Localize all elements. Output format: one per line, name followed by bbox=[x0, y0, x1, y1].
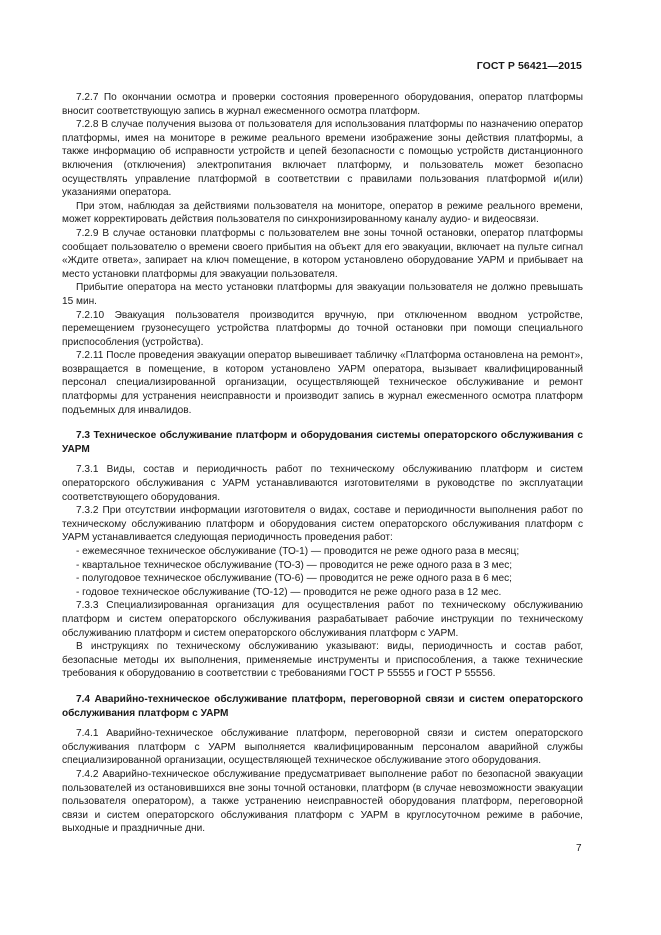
document-body bbox=[62, 91, 583, 836]
paragraph-7-2-9: 7.2.9 В случае остановки платформы с пользователем вне зоны точной остановки, оператор платформы сообщает пользователю о времени своего прибытия на объект для его эвакуации, включает на пульте сигнал «Ждите ответа», запирает на ключ помещение, в котором установлено оборудование УАРМ и прибывает на место установки платформы для эвакуации пользователя. bbox=[62, 227, 583, 280]
paragraph-7-4-2: 7.4.2 Аварийно-техническое обслуживание предусматривает выполнение работ по безопасной эвакуации пользователей из остановившихся вне зоны точной остановки, платформ (в случае невозможности эвакуации пользователя оператором), а также устранению неисправностей оборудования платформ, переговорной связи и систем операторского обслуживания платформ с УАРМ в круглосуточном режиме в рабочие, выходные и праздничные дни. bbox=[62, 768, 583, 835]
list-item-to-12: - годовое техническое обслуживание (ТО-12) — проводится не реже одного раза в 12 мес. bbox=[76, 586, 502, 598]
section-heading-7-4: 7.4 Аварийно-техническое обслуживание платформ, переговорной связи и систем операторского обслуживания платформ с УАРМ bbox=[62, 693, 583, 719]
paragraph-7-2-10: 7.2.10 Эвакуация пользователя производится вручную, при отключенном вводном устройстве, перемещением грузонесущего устройства платформы до точной остановки при помощи специального приспособления (устройства). bbox=[62, 309, 583, 348]
document-standard-number: ГОСТ Р 56421—2015 bbox=[476, 60, 582, 72]
paragraph-7-3-2: 7.3.2 При отсутствии информации изготовителя о видах, составе и периодичности выполнения работ по техническому обслуживанию платформ и оборудования систем операторского обслуживания платформ с УАРМ устанавливается следующая периодичность проведения работ: bbox=[62, 505, 583, 544]
list-item-to-1: - ежемесячное техническое обслуживание (ТО-1) — проводится не реже одного раза в месяц; bbox=[76, 546, 520, 557]
paragraph-7-2-9-note: Прибытие оператора на место установки платформы для эвакуации пользователя не должно превышать 15 мин. bbox=[62, 282, 583, 307]
paragraph-7-4-1: 7.4.1 Аварийно-техническое обслуживание платформ, переговорной связи и систем операторского обслуживания платформ с УАРМ выполняется квалифицированным персоналом аварийной службы специализированной организации, осуществляющей техническое обслуживание этого оборудования. bbox=[62, 728, 583, 767]
paragraph-7-3-3: 7.3.3 Специализированная организация для осуществления работ по техническому обслуживанию платформ и систем операторского обслуживания разрабатывает рабочие инструкции по техническому обслуживанию платформ и систем операторского обслуживания платформ с УАРМ. bbox=[62, 600, 583, 639]
paragraph-7-3-1: 7.3.1 Виды, состав и периодичность работ по техническому обслуживанию платформ и систем операторского обслуживания с УАРМ устанавливаются изготовителями в руководстве по эксплуатации соответствующего оборудования. bbox=[62, 464, 583, 503]
page-number: 7 bbox=[576, 843, 582, 854]
paragraph-7-2-8-note: При этом, наблюдая за действиями пользователя на мониторе, оператор в режиме реального времени, может корректировать действия пользователя по синхронизированному каналу аудио- и видеосвязи. bbox=[62, 200, 583, 226]
paragraph-7-3-3-note: В инструкциях по техническому обслуживанию указывают: виды, периодичность и состав работ, безопасные методы их выполнения, применяемые инструменты и приспособления, а также технические требования к оборудованию в соответствии с требованиями ГОСТ Р 55555 и ГОСТ Р 55556. bbox=[62, 641, 583, 680]
list-item-to-3: - квартальное техническое обслуживание (ТО-3) — проводится не реже одного раза в 3 мес; bbox=[76, 559, 513, 571]
paragraph-7-2-7: 7.2.7 По окончании осмотра и проверки состояния проверенного оборудования, оператор платформы вносит соответствующую запись в журнал ежесменного осмотра платформ. bbox=[62, 92, 583, 117]
paragraph-7-2-8: 7.2.8 В случае получения вызова от пользователя для использования платформы по назначению оператор платформы, имея на мониторе в режиме реального времени изображение зоны действия платформы, а также информацию об исправности устройств и цепей безопасности с помощью устройств дистанционного включения (отключения) электропитания включает платформу, и пользователь может безопасно осуществлять управление платформой в соответствии с правилами пользования платформой и(или) указаниями оператора. bbox=[62, 119, 583, 199]
list-item-to-6: - полугодовое техническое обслуживание (ТО-6) — проводится не реже одного раза в 6 мес; bbox=[76, 573, 512, 585]
paragraph-7-2-11: 7.2.11 После проведения эвакуации оператор вывешивает табличку «Платформа остановлена на ремонт», возвращается в помещение, в котором установлено УАРМ оператора, вызывает квалифицированный персонал специализированной организации, осуществляющей техническое обслуживание и ремонт платформы для устранения неисправности и производит запись в журнал ежесменного осмотра платформ подъемных для инвалидов. bbox=[62, 350, 583, 416]
section-heading-7-3: 7.3 Техническое обслуживание платформ и оборудования системы операторского обслуживания с УАРМ bbox=[62, 430, 583, 455]
